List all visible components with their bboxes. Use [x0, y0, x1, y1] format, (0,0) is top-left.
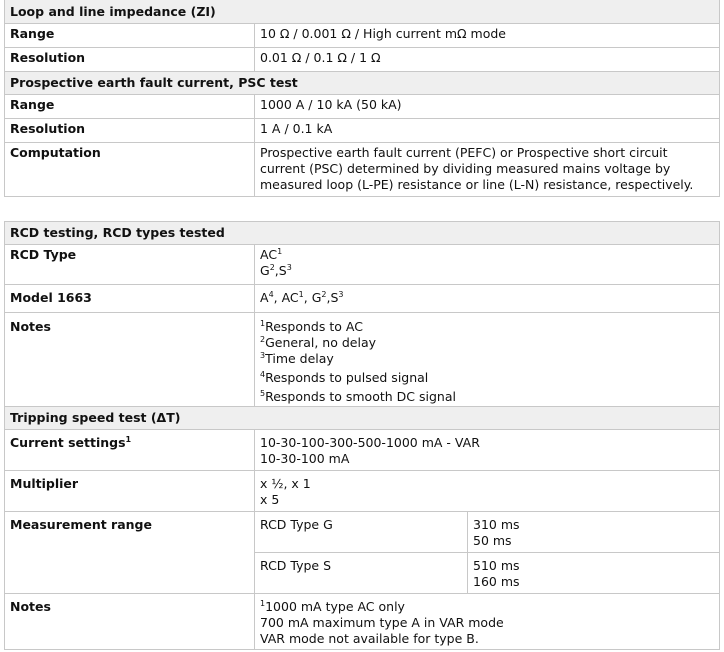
table-row: [5, 245, 720, 285]
row-label-measurement-range: Measurement range: [5, 512, 255, 594]
table-row: [5, 48, 720, 72]
table-row: [5, 430, 720, 471]
rcd-type-g-values: 310 ms 50 ms: [468, 512, 720, 553]
rcd-type-s-label: RCD Type S: [255, 553, 468, 594]
rcd-type-s-values: 510 ms 160 ms: [468, 553, 720, 594]
table-row: [5, 285, 720, 313]
note-item: $^5$Responds to smooth DC signal: [260, 389, 456, 404]
section-title: Tripping speed test (ΔT): [5, 407, 720, 430]
note-item: $^1$Responds to AC: [260, 319, 363, 334]
section-title: Loop and line impedance (ZI): [5, 0, 720, 24]
row-value-notes: [255, 313, 720, 407]
row-value-computation: Prospective earth fault current (PEFC) or Prospective short circuit current (PSC) determined by dividing measured mains voltage by measured loop (L-PE) resistance or line (L-N) resistance, respectively.: [255, 143, 720, 197]
table-row: [5, 119, 720, 143]
row-value-current-settings: 10-30-100-300-500-1000 mA - VAR 10-30-100 mA: [255, 430, 720, 471]
table-row: [5, 24, 720, 48]
table-row: [5, 594, 720, 650]
row-label-multiplier: Multiplier: [5, 471, 255, 512]
table-row: [5, 95, 720, 119]
table-row: [5, 471, 720, 512]
section-title: RCD testing, RCD types tested: [5, 222, 720, 245]
row-value-resolution: 1 A / 0.1 kA: [255, 119, 720, 143]
section-header-psc: [5, 72, 720, 95]
row-label-range: Range: [5, 24, 255, 48]
section-header-tripping-speed: [5, 407, 720, 430]
row-value-notes: $^1$1000 mA type AC only 700 mA maximum type A in VAR mode VAR mode not available for type B.: [255, 594, 720, 650]
row-label-resolution: Resolution: [5, 48, 255, 72]
note-item: $^3$Time delay: [260, 351, 334, 366]
row-label-current-settings: Current settings$^1$: [5, 430, 255, 471]
row-label-resolution: Resolution: [5, 119, 255, 143]
row-label-range: Range: [5, 95, 255, 119]
row-label-model: Model 1663: [5, 285, 255, 313]
row-value-resolution: 0.01 Ω / 0.1 Ω / 1 Ω: [255, 48, 720, 72]
row-value-multiplier: x ½, x 1 x 5: [255, 471, 720, 512]
rcd-type-g-label: RCD Type G: [255, 512, 468, 553]
rcd-type-line: $AC^1$: [260, 247, 283, 262]
row-value-model: $A^4$, $AC^1$, $G^2,S^3$: [255, 285, 720, 313]
row-value-range: 1000 A / 10 kA (50 kA): [255, 95, 720, 119]
table-row: [5, 313, 720, 407]
row-label-rcd-type: RCD Type: [5, 245, 255, 285]
table-row: [5, 512, 720, 553]
row-label-notes: Notes: [5, 313, 255, 407]
row-value-range: 10 Ω / 0.001 Ω / High current mΩ mode: [255, 24, 720, 48]
row-label-notes: Notes: [5, 594, 255, 650]
row-label-computation: Computation: [5, 143, 255, 197]
section-header-loop-impedance: [5, 0, 720, 24]
section-title: Prospective earth fault current, PSC test: [5, 72, 720, 95]
note-item: $^4$Responds to pulsed signal: [260, 370, 429, 385]
row-value-rcd-type: [255, 245, 720, 285]
spec-table-rcd: [4, 221, 720, 650]
spec-table-loop-psc: [4, 0, 720, 197]
table-row: [5, 143, 720, 197]
section-header-rcd: [5, 222, 720, 245]
rcd-type-line: $G^2,S^3$: [260, 263, 292, 278]
note-item: $^2$General, no delay: [260, 335, 377, 350]
